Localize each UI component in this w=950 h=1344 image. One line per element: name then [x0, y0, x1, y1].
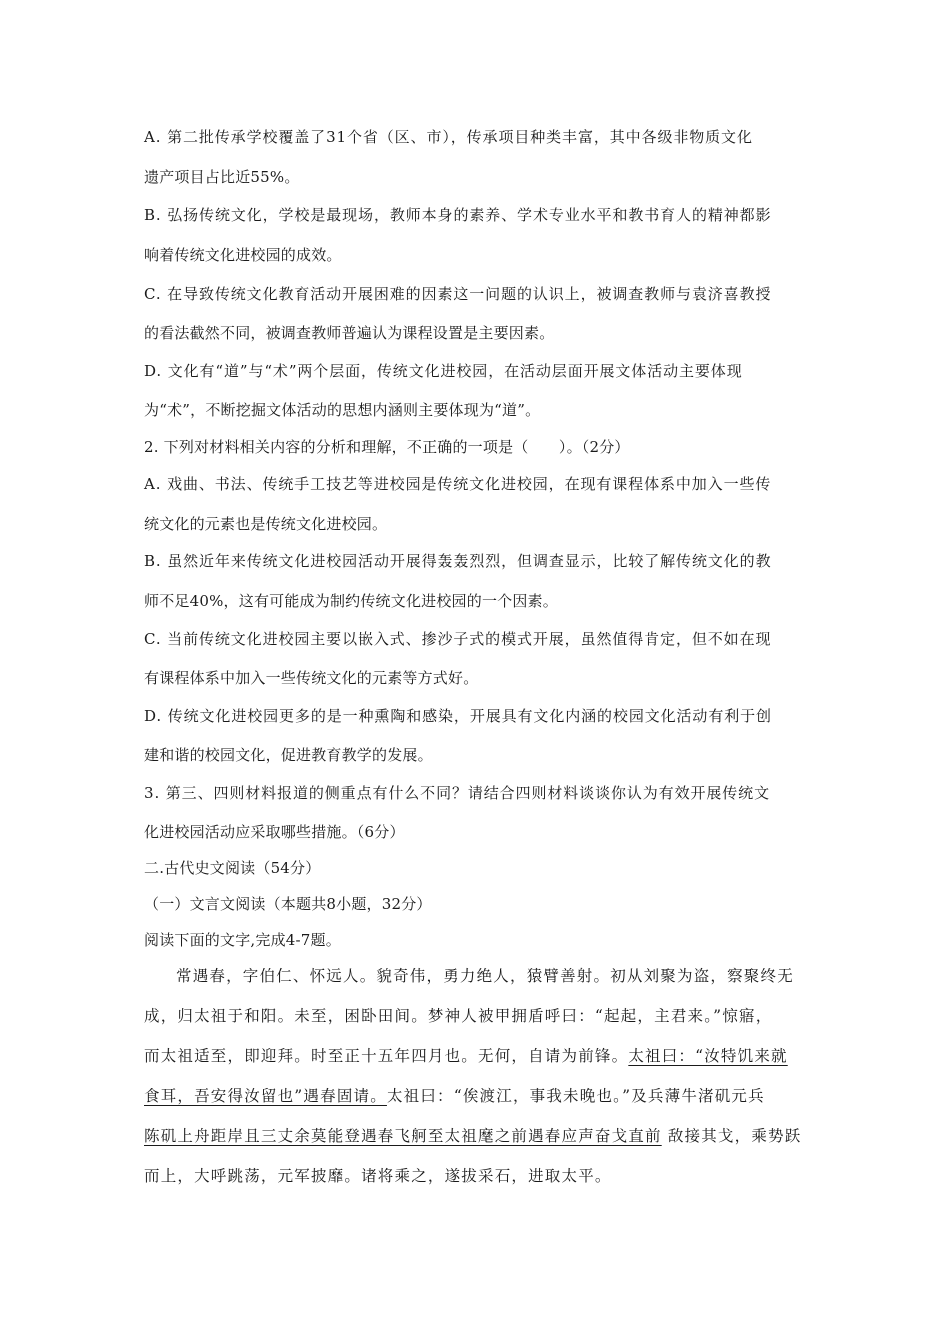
section-heading-classical: 二.古代史文阅读（54分）: [144, 859, 321, 877]
subsection-heading-wenyan: （一）文言文阅读（本题共8小题，32分）: [144, 895, 432, 913]
option-2b-line-1: B. 虽然近年来传统文化进校园活动开展得轰轰烈烈，但调查显示，比较了解传统文化的教: [144, 552, 772, 570]
passage-text: 而太祖适至，即迎拜。时至正十五年四月也。无何，自请为前锋。: [144, 1047, 629, 1065]
option-1c-line-2: 的看法截然不同，被调查教师普遍认为课程设置是主要因素。: [144, 324, 555, 342]
question-3-line-1: 3. 第三、四则材料报道的侧重点有什么不同？请结合四则材料谈谈你认为有效开展传统文: [144, 784, 770, 802]
option-1b-line-2: 响着传统文化进校园的成效。: [144, 246, 342, 264]
underlined-sentence: 食耳，吾安得汝留也”遇春固请。: [144, 1087, 387, 1105]
option-1b-line-1: B. 弘扬传统文化，学校是最现场，教师本身的素养、学术专业水平和教书育人的精神都影: [144, 206, 772, 224]
underlined-sentence: 太祖曰：“汝特饥来就: [628, 1047, 788, 1065]
passage-line-3: [144, 1046, 814, 1066]
reading-instruction: 阅读下面的文字,完成4-7题。: [144, 931, 341, 949]
option-2b-line-2: 师不足40%，这有可能成为制约传统文化进校园的一个因素。: [144, 592, 558, 610]
option-1d-line-1: D. 文化有“道”与“术”两个层面，传统文化进校园，在活动层面开展文体活动主要体现: [144, 362, 743, 380]
option-2a-line-1: A. 戏曲、书法、传统手工技艺等进校园是传统文化进校园，在现有课程体系中加入一些传: [144, 475, 772, 493]
option-1a-line-1: A. 第二批传承学校覆盖了31个省（区、市），传承项目种类丰富，其中各级非物质文化: [144, 128, 753, 146]
question-3-line-2: 化进校园活动应采取哪些措施。（6分）: [144, 823, 405, 841]
passage-line-5: [144, 1126, 814, 1146]
option-2c-line-2: 有课程体系中加入一些传统文化的元素等方式好。: [144, 669, 479, 687]
question-2-stem: 2. 下列对材料相关内容的分析和理解，不正确的一项是（ ）。（2分）: [144, 438, 630, 456]
passage-line-4: [144, 1086, 814, 1106]
passage-line-6: 而上，大呼跳荡，元军披靡。诸将乘之，遂拔采石，进取太平。: [144, 1167, 612, 1185]
passage-text: 敌接其戈，乘势跃: [661, 1127, 802, 1145]
passage-line-2: 成，归太祖于和阳。未至，困卧田间。梦神人被甲拥盾呼曰：“起起，主君来。”惊寤，: [144, 1007, 773, 1025]
option-1a-line-2: 遗产项目占比近55%。: [144, 168, 300, 186]
option-2d-line-2: 建和谐的校园文化，促进教育教学的发展。: [144, 746, 433, 764]
unpunctuated-sentence: 陈矶上舟距岸且三丈余莫能登遇春飞舸至太祖麾之前遇春应声奋戈直前: [144, 1127, 662, 1145]
passage-text: 太祖曰：“俟渡江，事我未晚也。”及兵薄牛渚矶元兵: [386, 1087, 765, 1105]
option-1d-line-2: 为“术”，不断挖掘文体活动的思想内涵则主要体现为“道”。: [144, 401, 541, 419]
option-2c-line-1: C. 当前传统文化进校园主要以嵌入式、掺沙子式的模式开展，虽然值得肯定，但不如在现: [144, 630, 772, 648]
passage-line-1: 常遇春，字伯仁、怀远人。貌奇伟，勇力绝人，猿臂善射。初从刘聚为盗，察聚终无: [176, 967, 794, 985]
option-2d-line-1: D. 传统文化进校园更多的是一种熏陶和感染，开展具有文化内涵的校园文化活动有利于创: [144, 707, 772, 725]
option-1c-line-1: C. 在导致传统文化教育活动开展困难的因素这一问题的认识上，被调查教师与袁济喜教授: [144, 285, 772, 303]
option-2a-line-2: 统文化的元素也是传统文化进校园。: [144, 515, 388, 533]
